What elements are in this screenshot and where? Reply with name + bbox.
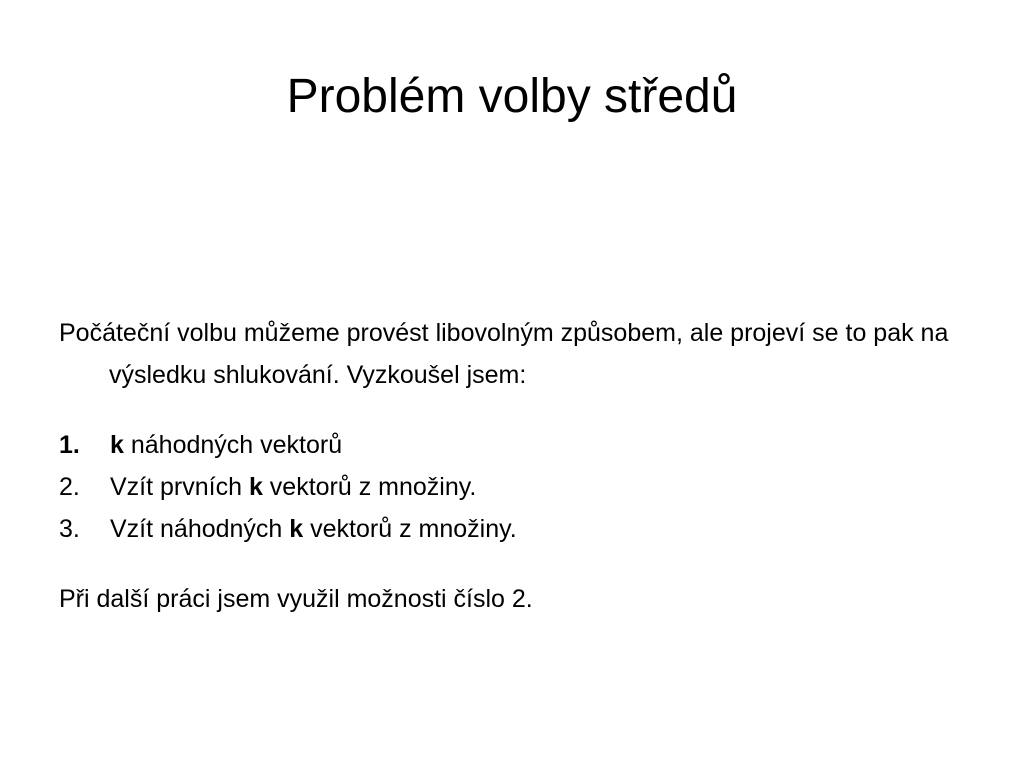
spacer: [59, 550, 959, 578]
list-text: [110, 466, 476, 508]
list-number: 3.: [59, 515, 80, 543]
list-text-after: vektorů z množiny.: [303, 515, 517, 543]
list-text-after: vektorů z množiny.: [262, 473, 477, 501]
list-text: [110, 508, 517, 550]
options-list: [59, 424, 959, 550]
conclusion-paragraph: Při další práci jsem využil možnosti číslo 2.: [59, 585, 533, 613]
slide-body: [59, 312, 959, 620]
list-number: 1.: [59, 431, 80, 459]
list-number: 2.: [59, 473, 80, 501]
keyword-k: k: [289, 515, 304, 543]
keyword-k: k: [248, 473, 263, 501]
list-text-before: Vzít prvních: [110, 473, 249, 501]
list-text-before: Vzít náhodných: [110, 515, 290, 543]
slide-title: Problém volby středů: [286, 70, 738, 123]
list-text: [110, 424, 342, 466]
intro-paragraph: Počáteční volbu můžeme provést libovolným způsobem, ale projeví se to pak na výsledku shlukování. Vyzkoušel jsem:: [59, 319, 949, 389]
list-item: [59, 466, 959, 508]
spacer: [59, 396, 959, 424]
keyword-k: k: [110, 431, 124, 459]
list-item: [59, 508, 959, 550]
list-item: [59, 424, 959, 466]
list-text-after: náhodných vektorů: [123, 431, 343, 459]
